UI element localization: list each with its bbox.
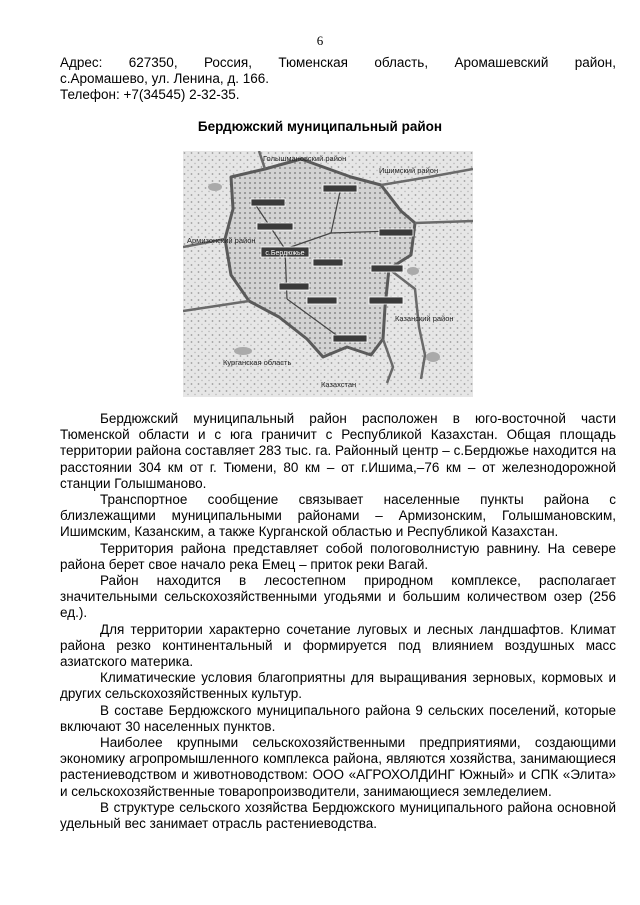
map-label-ishimsky: Ишимский район	[379, 166, 439, 175]
map-label-kazansky: Казанский район	[395, 314, 454, 323]
map-label-kazakhstan: Казахстан	[321, 380, 357, 389]
paragraph: Район находится в лесостепном природном комплексе, располагает значительными сельскохозяйственными угодьями и большим количеством озер (256 ед.).	[60, 573, 616, 621]
paragraph: Для территории характерно сочетание луговых и лесных ландшафтов. Климат района резко континентальный и формируется под влиянием воздушных масс азиатского материка.	[60, 621, 616, 670]
address-line-2: с.Аромашево, ул. Ленина, д. 166.	[60, 71, 269, 86]
address-line-1: Адрес: 627350, Россия, Тюменская область, Аромашевский район,	[60, 55, 616, 70]
map-label-kurgan: Курганская область	[223, 358, 292, 367]
paragraph: Климатические условия благоприятны для выращивания зерновых, кормовых и других сельскохозяйственных культур.	[60, 670, 616, 702]
phone-line: Телефон: +7(34545) 2-32-35.	[60, 87, 240, 102]
map-label-golyshmanovsky: Голышмановский район	[263, 154, 347, 163]
paragraph: В структуре сельского хозяйства Бердюжского муниципального района основной удельный вес занимает отрасль растениеводства.	[60, 799, 616, 832]
paragraph: В составе Бердюжского муниципального района 9 сельских поселений, которые включают 30 населенных пунктов.	[60, 702, 616, 734]
map-label-center: с.Бердюжье	[265, 250, 305, 257]
body-text	[60, 411, 616, 832]
district-map	[183, 151, 473, 397]
paragraph: Территория района представляет собой пологоволнистую равнину. На севере района берет свое начало река Емец – приток реки Вагай.	[60, 540, 616, 572]
paragraph: Наиболее крупными сельскохозяйственными предприятиями, создающими экономику агропромышленного комплекса района, являются хозяйства, занимающиеся растениеводством и животноводством: ООО «АГРОХОЛДИНГ Южный» и СПК «Элита» и сельскохозяйственные товаропроизводители, занимающиеся земледелием.	[60, 735, 616, 799]
page-number: 6	[316, 33, 324, 48]
map-label-armizonsky: Армизонский район	[187, 236, 256, 245]
paragraph: Бердюжский муниципальный район расположен в юго-восточной части Тюменской области и с юга граничит с Республикой Казахстан. Общая площадь территории района составляет 283 тыс. га. Районный центр – с.Бердюжье находится на расстоянии 304 км от г. Тюмени, 80 км – от г.Ишима,–76 км – от железнодорожной станции Голышманово.	[60, 411, 616, 491]
paragraph: Транспортное сообщение связывает населенные пункты района с близлежащими муниципальными районами – Армизонским, Голышмановским, Ишимским, Казанским, а также Курганской областью и Республикой Казахстан.	[60, 492, 616, 540]
section-title: Бердюжский муниципальный район	[197, 119, 443, 134]
map-graphic	[183, 151, 473, 397]
